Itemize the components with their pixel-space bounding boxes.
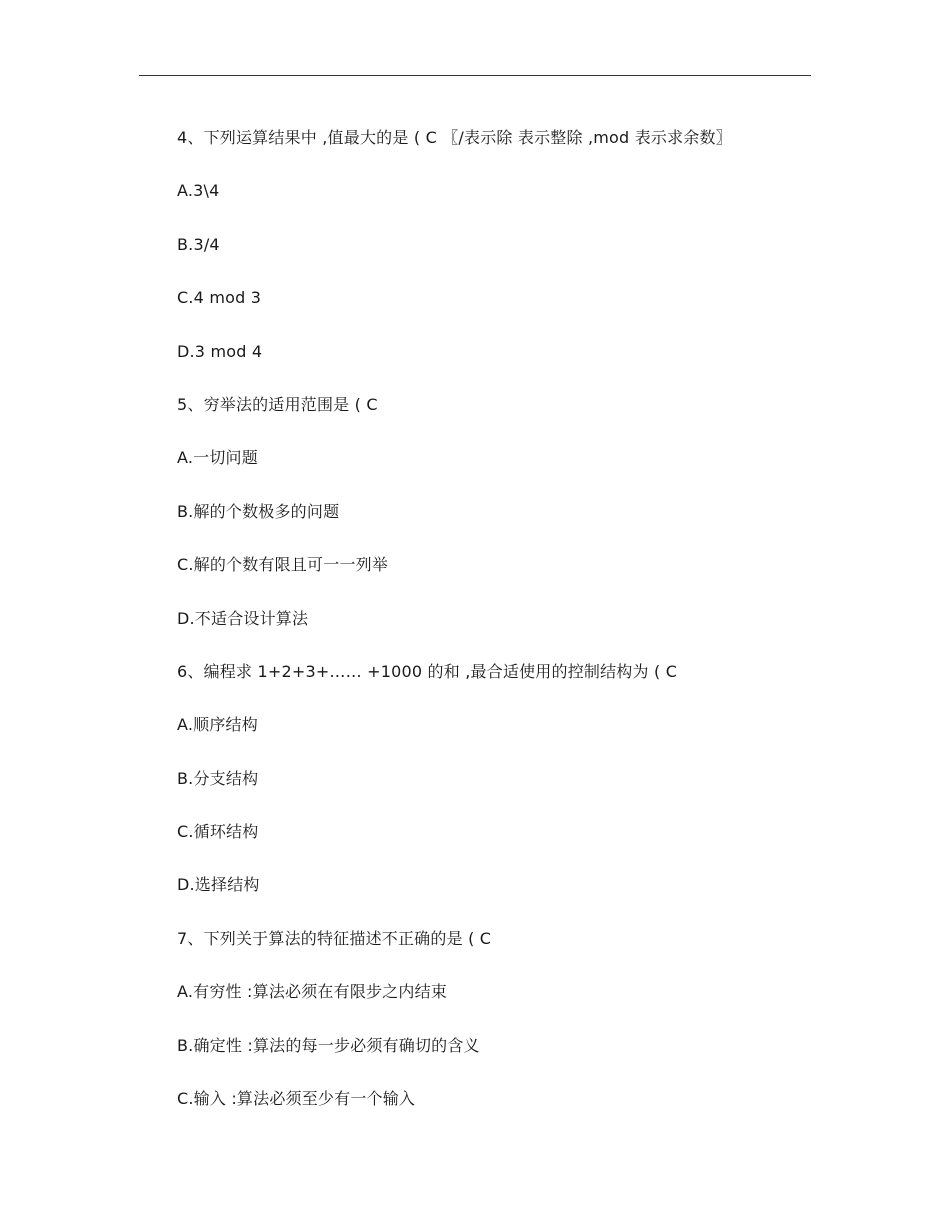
question-6-option-a: A.顺序结构 [177, 715, 258, 735]
question-4-stem: 4、下列运算结果中 ,值最大的是 ( C 〖/表示除 表示整除 ,mod 表示求余数〗 [177, 128, 732, 147]
question-list [177, 124, 817, 1138]
question-7-option-a: A.有穷性 :算法必须在有限步之内结束 [177, 982, 448, 1002]
question-7-option-c: C.输入 :算法必须至少有一个输入 [177, 1089, 416, 1109]
question-5-stem: 5、穷举法的适用范围是 ( C [177, 394, 378, 414]
question-6-option-d: D.选择结构 [177, 875, 260, 895]
question-6-option-b: B.分支结构 [177, 768, 259, 788]
question-4-option-a: A.3\4 [177, 181, 220, 201]
question-4-option-c: C.4 mod 3 [177, 288, 262, 308]
question-7-stem: 7、下列关于算法的特征描述不正确的是 ( C [177, 928, 492, 948]
header-divider [139, 75, 811, 76]
question-5-option-d: D.不适合设计算法 [177, 608, 309, 628]
question-6-stem: 6、编程求 1+2+3+…… +1000 的和 ,最合适使用的控制结构为 ( C [177, 661, 678, 681]
question-6-option-c: C.循环结构 [177, 822, 259, 842]
question-4-option-b: B.3/4 [177, 234, 220, 254]
question-7-option-b: B.确定性 :算法的每一步必须有确切的含义 [177, 1035, 480, 1055]
question-5-option-a: A.一切问题 [177, 448, 258, 468]
question-5-option-c: C.解的个数有限且可一一列举 [177, 555, 389, 575]
question-4-option-d: D.3 mod 4 [177, 341, 263, 361]
question-5-option-b: B.解的个数极多的问题 [177, 501, 340, 521]
